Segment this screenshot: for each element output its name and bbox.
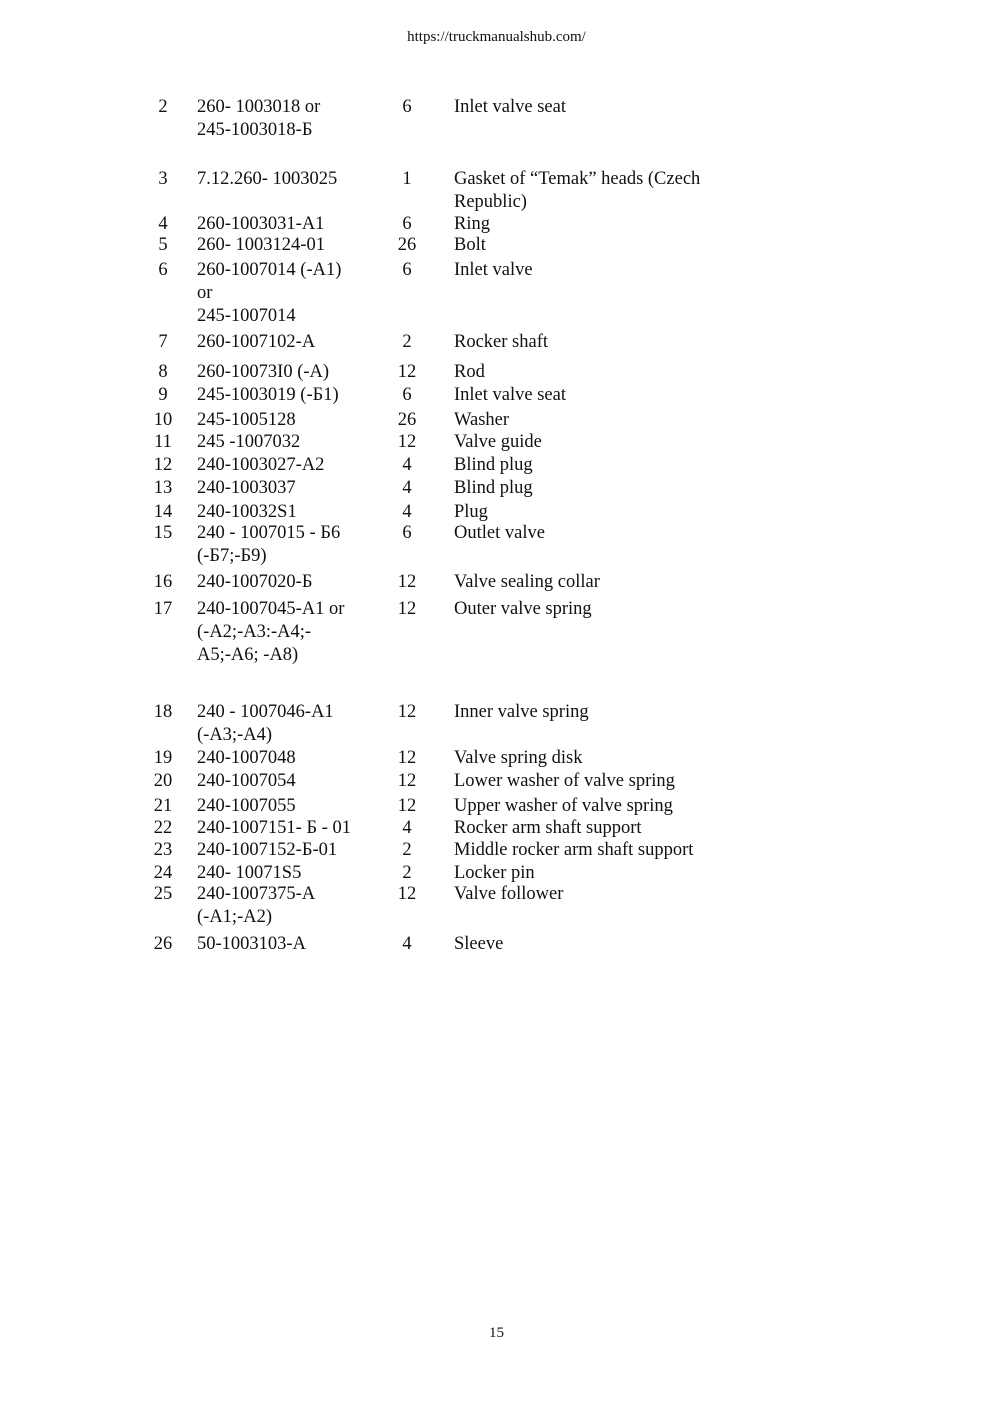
part-name: Blind plug xyxy=(454,455,533,475)
part-number: 240-1003037 xyxy=(197,478,296,498)
part-number: 240- 10071S5 xyxy=(197,863,302,883)
quantity: 26 xyxy=(397,410,417,430)
part-number: 240-1007055 xyxy=(197,796,296,816)
part-number: 7.12.260- 1003025 xyxy=(197,169,338,189)
part-name: Rod xyxy=(454,362,485,382)
part-name: Lower washer of valve spring xyxy=(454,771,675,791)
quantity: 12 xyxy=(397,432,417,452)
part-name: Outer valve spring xyxy=(454,599,592,619)
part-name: Valve guide xyxy=(454,432,542,452)
quantity: 4 xyxy=(402,455,412,475)
part-name: Valve sealing collar xyxy=(454,572,600,592)
position-number: 10 xyxy=(153,410,173,430)
part-number: 260-1003031-A1 xyxy=(197,214,325,234)
part-name: Inlet valve seat xyxy=(454,97,566,117)
part-number: 260-1007014 (-A1) or 245-1007014 xyxy=(197,260,342,326)
quantity: 12 xyxy=(397,884,417,904)
position-number: 22 xyxy=(153,818,173,838)
quantity: 26 xyxy=(397,235,417,255)
part-name: Sleeve xyxy=(454,934,504,954)
part-name: Bolt xyxy=(454,235,486,255)
part-number: 240-10032S1 xyxy=(197,502,297,522)
quantity: 4 xyxy=(402,502,412,522)
part-name: Locker pin xyxy=(454,863,535,883)
quantity: 6 xyxy=(402,385,412,405)
part-name: Inlet valve xyxy=(454,260,533,280)
position-number: 5 xyxy=(158,235,168,255)
quantity: 2 xyxy=(402,332,412,352)
position-number: 19 xyxy=(153,748,173,768)
part-number: 240-1007152-Б-01 xyxy=(197,840,338,860)
quantity: 6 xyxy=(402,97,412,117)
quantity: 4 xyxy=(402,818,412,838)
part-number: 260-10073I0 (-A) xyxy=(197,362,330,382)
part-number: 240-1007151- Б - 01 xyxy=(197,818,351,838)
position-number: 25 xyxy=(153,884,173,904)
part-number: 260- 1003018 or 245-1003018-Б xyxy=(197,97,321,140)
quantity: 12 xyxy=(397,796,417,816)
part-number: 50-1003103-A xyxy=(197,934,306,954)
part-name: Gasket of “Temak” heads (Czech Republic) xyxy=(454,169,701,212)
position-number: 9 xyxy=(158,385,168,405)
part-name: Rocker shaft xyxy=(454,332,549,352)
part-name: Plug xyxy=(454,502,488,522)
position-number: 8 xyxy=(158,362,168,382)
part-number: 240-1007020-Б xyxy=(197,572,313,592)
position-number: 26 xyxy=(153,934,173,954)
part-name: Rocker arm shaft support xyxy=(454,818,642,838)
part-number: 240 - 1007046-A1 (-A3;-A4) xyxy=(197,702,334,745)
part-name: Inlet valve seat xyxy=(454,385,566,405)
part-number: 240-1007048 xyxy=(197,748,296,768)
quantity: 1 xyxy=(402,169,412,189)
quantity: 2 xyxy=(402,840,412,860)
position-number: 7 xyxy=(158,332,168,352)
part-name: Inner valve spring xyxy=(454,702,589,722)
part-name: Upper washer of valve spring xyxy=(454,796,673,816)
part-name: Valve follower xyxy=(454,884,564,904)
position-number: 4 xyxy=(158,214,168,234)
part-number: 245-1005128 xyxy=(197,410,296,430)
position-number: 13 xyxy=(153,478,173,498)
position-number: 17 xyxy=(153,599,173,619)
quantity: 6 xyxy=(402,260,412,280)
quantity: 2 xyxy=(402,863,412,883)
position-number: 6 xyxy=(158,260,168,280)
position-number: 16 xyxy=(153,572,173,592)
position-number: 12 xyxy=(153,455,173,475)
quantity: 6 xyxy=(402,214,412,234)
part-number: 260-1007102-A xyxy=(197,332,316,352)
position-number: 18 xyxy=(153,702,173,722)
position-number: 24 xyxy=(153,863,173,883)
part-number: 240-1007375-A (-A1;-A2) xyxy=(197,884,316,927)
header-url: https://truckmanualshub.com/ xyxy=(407,29,586,45)
position-number: 3 xyxy=(158,169,168,189)
quantity: 12 xyxy=(397,599,417,619)
part-number: 260- 1003124-01 xyxy=(197,235,325,255)
quantity: 12 xyxy=(397,748,417,768)
part-name: Blind plug xyxy=(454,478,533,498)
position-number: 15 xyxy=(153,523,173,543)
page-number: 15 xyxy=(489,1325,504,1341)
position-number: 11 xyxy=(154,432,172,452)
quantity: 12 xyxy=(397,362,417,382)
part-number: 245-1003019 (-Б1) xyxy=(197,385,339,405)
quantity: 6 xyxy=(402,523,412,543)
part-name: Washer xyxy=(454,410,510,430)
part-number: 240-1003027-A2 xyxy=(197,455,325,475)
part-name: Outlet valve xyxy=(454,523,545,543)
part-number: 240-1007045-A1 or (-A2;-A3:-A4;- A5;-A6; -A8) xyxy=(197,599,345,665)
position-number: 21 xyxy=(153,796,173,816)
position-number: 2 xyxy=(158,97,168,117)
part-number: 240 - 1007015 - Б6 (-Б7;-Б9) xyxy=(197,523,341,566)
position-number: 14 xyxy=(153,502,173,522)
quantity: 4 xyxy=(402,478,412,498)
part-number: 240-1007054 xyxy=(197,771,296,791)
quantity: 12 xyxy=(397,702,417,722)
position-number: 20 xyxy=(153,771,173,791)
quantity: 4 xyxy=(402,934,412,954)
part-number: 245 -1007032 xyxy=(197,432,301,452)
quantity: 12 xyxy=(397,771,417,791)
quantity: 12 xyxy=(397,572,417,592)
position-number: 23 xyxy=(153,840,173,860)
part-name: Ring xyxy=(454,214,490,234)
part-name: Valve spring disk xyxy=(454,748,583,768)
part-name: Middle rocker arm shaft support xyxy=(454,840,694,860)
